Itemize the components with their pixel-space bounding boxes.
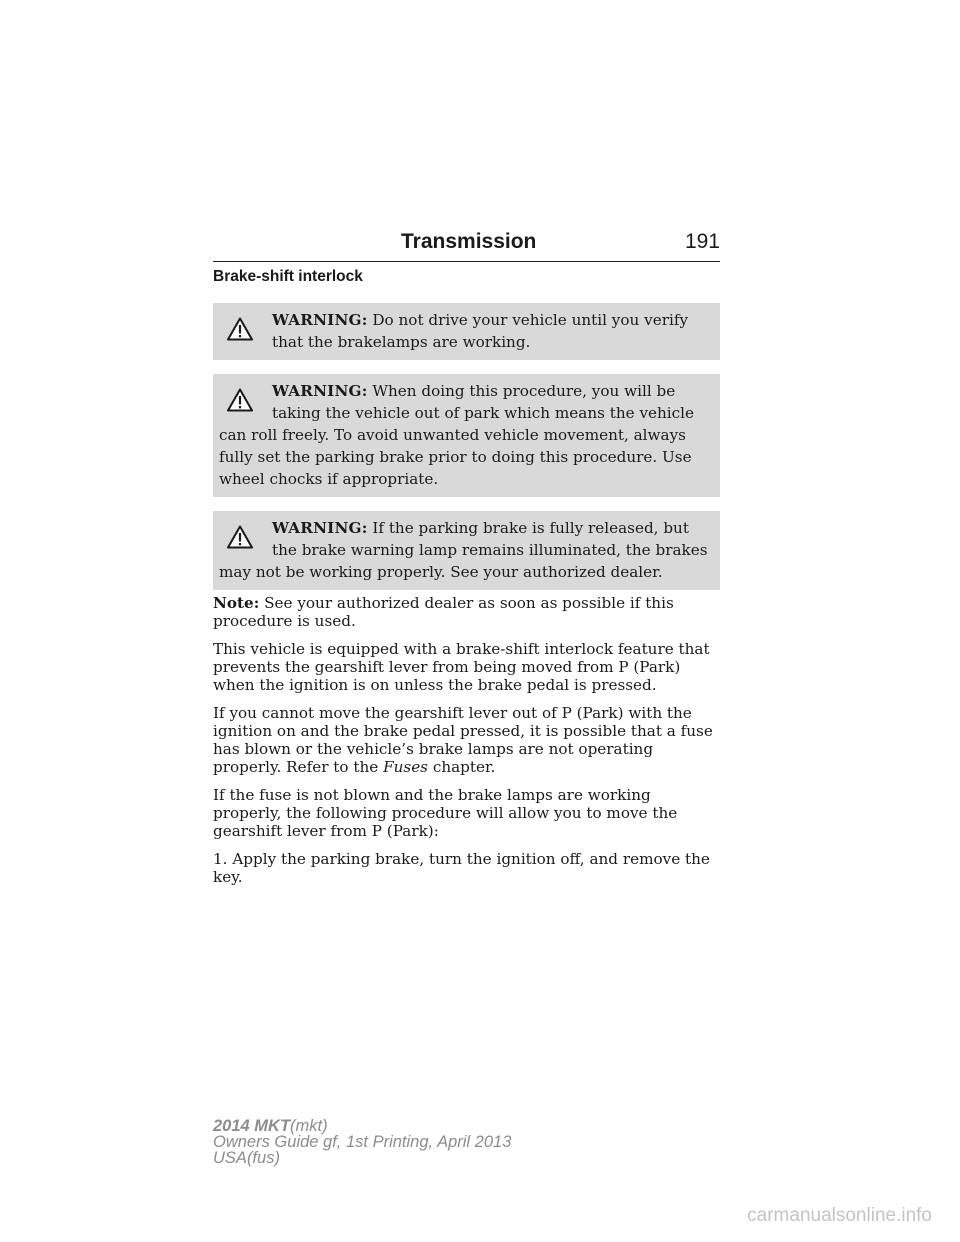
paragraph-text: chapter. xyxy=(432,758,496,776)
warning-box xyxy=(213,511,720,590)
body-paragraph xyxy=(213,704,720,776)
footer-market-code: (fus) xyxy=(246,1149,280,1167)
document-footer xyxy=(213,1118,511,1166)
warning-box xyxy=(213,374,720,497)
note-paragraph xyxy=(213,594,720,630)
warning-text: When doing this procedure, you will be taking the vehicle out of park which means the vehicle can roll freely. To avoid unwanted vehicle movement, always fully set the parking brake prior to doing this procedure. Use wheel chocks if appropriate. xyxy=(219,382,695,488)
footer-model-code: (mkt) xyxy=(290,1117,328,1135)
section-heading: Brake-shift interlock xyxy=(213,268,363,285)
footer-market: USA xyxy=(213,1149,247,1167)
warning-triangle-icon xyxy=(227,525,253,549)
warning-label: WARNING: xyxy=(272,519,368,537)
warning-triangle-icon xyxy=(227,388,253,412)
procedure-step: 1. Apply the parking brake, turn the ignition off, and remove the key. xyxy=(213,850,710,886)
note-text: See your authorized dealer as soon as possible if this procedure is used. xyxy=(213,594,674,630)
page-content xyxy=(213,267,720,896)
page-header xyxy=(213,229,720,262)
fuses-chapter-reference: Fuses xyxy=(383,758,428,776)
footer-line xyxy=(213,1118,511,1134)
warning-triangle-icon xyxy=(227,317,253,341)
chapter-title: Transmission xyxy=(401,230,537,253)
warning-label: WARNING: xyxy=(272,382,368,400)
warning-text: If the parking brake is fully released, but the brake warning lamp remains illuminated, the brakes may not be working properly. See your authorized dealer. xyxy=(219,519,708,581)
footer-line: Owners Guide gf, 1st Printing, April 2013 xyxy=(213,1133,512,1151)
note-label: Note: xyxy=(213,594,260,612)
warning-text: Do not drive your vehicle until you verify that the brakelamps are working. xyxy=(272,311,689,351)
paragraph-text: If you cannot move the gearshift lever out of P (Park) with the ignition on and the brake pedal pressed, it is possible that a fuse has blown or the vehicle’s brake lamps are not operating properly. Refer to the xyxy=(213,704,713,776)
warning-box xyxy=(213,303,720,360)
footer-line xyxy=(213,1150,511,1166)
footer-model: 2014 MKT xyxy=(213,1117,291,1135)
page-number: 191 xyxy=(684,230,720,253)
warning-label: WARNING: xyxy=(272,311,368,329)
watermark: carmanualsonline.info xyxy=(747,1205,932,1226)
body-paragraph: This vehicle is equipped with a brake-shift interlock feature that prevents the gearshift lever from being moved from P (Park) when the ignition is on unless the brake pedal is pressed. xyxy=(213,640,710,694)
body-paragraph: If the fuse is not blown and the brake lamps are working properly, the following procedure will allow you to move the gearshift lever from P (Park): xyxy=(213,786,678,840)
